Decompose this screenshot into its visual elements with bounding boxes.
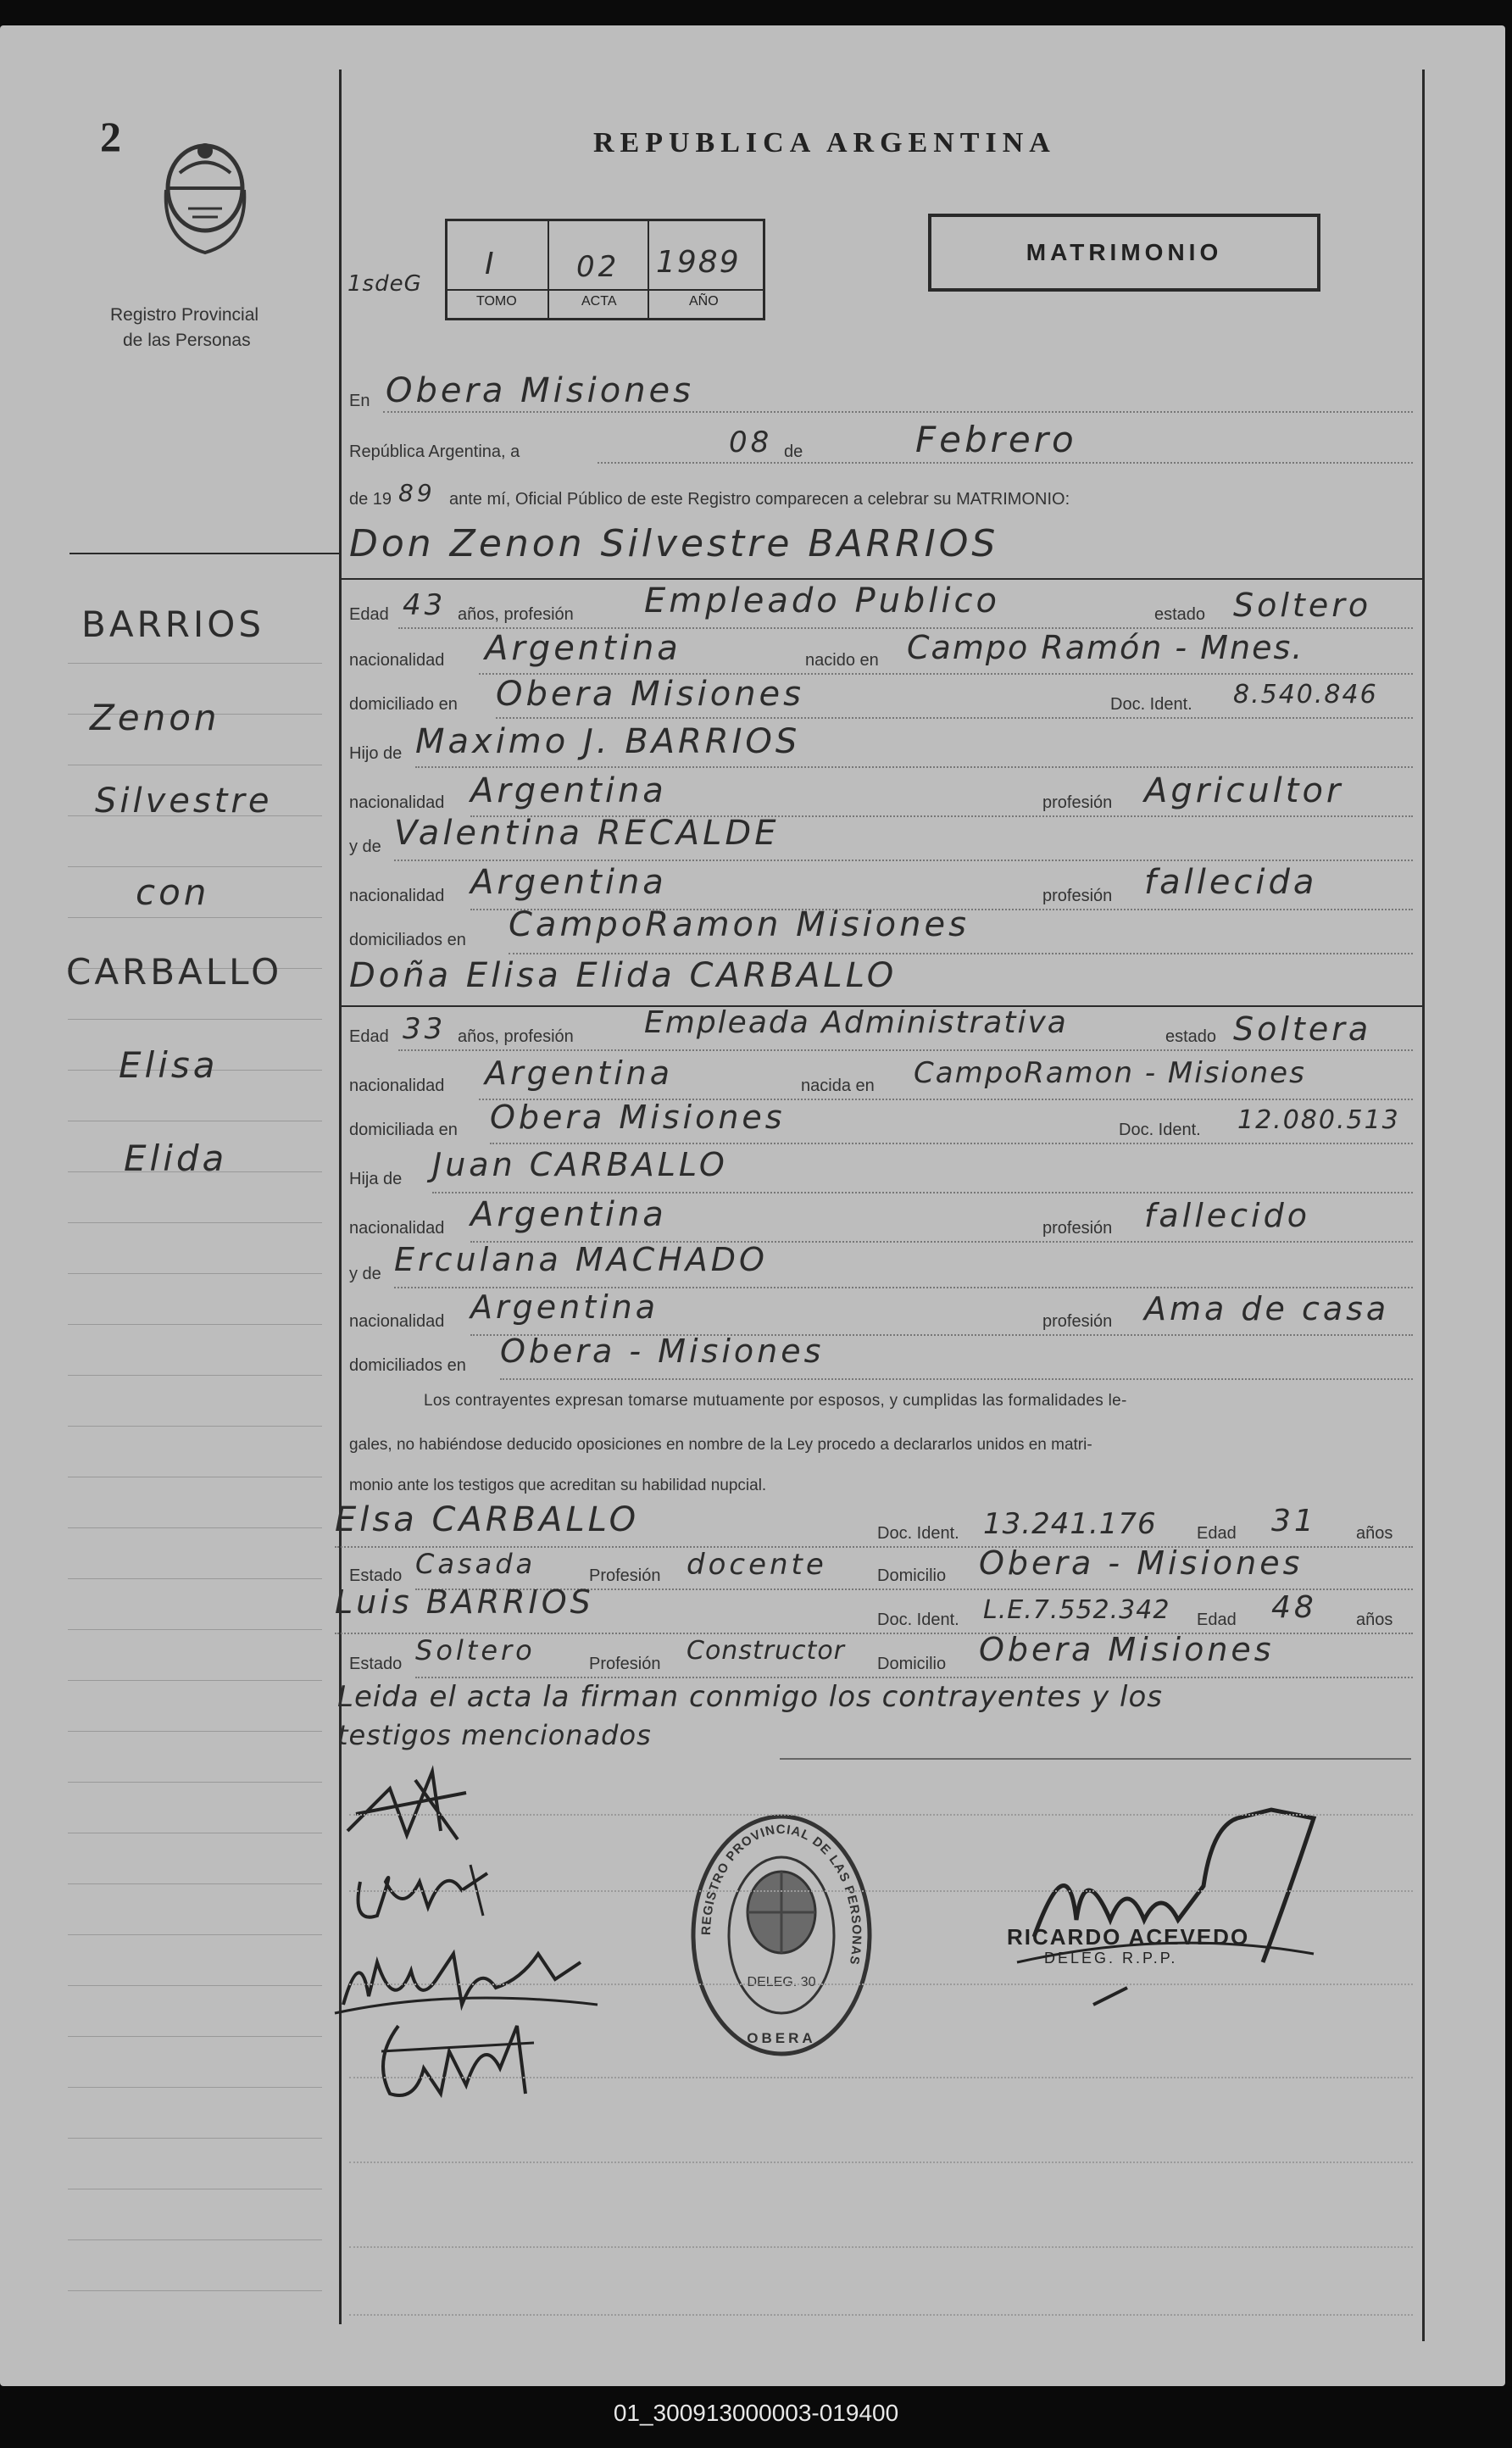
margin-name-middle: Silvestre [95, 782, 273, 821]
groom-domicile: Obera Misiones [496, 675, 805, 714]
witness-2-status: Soltero [415, 1634, 536, 1666]
signature-scrawl-1-icon [339, 1755, 492, 1848]
country-title: REPUBLICA ARGENTINA [593, 127, 1056, 159]
groom-birthplace: Campo Ramón - Mnes. [907, 629, 1304, 666]
intro-statement: ante mí, Oficial Público de este Registro comparecen a celebrar su MATRIMONIO: [449, 490, 1070, 509]
bride-profession: Empleada Administrativa [644, 1005, 1068, 1040]
bride-age: 33 [403, 1012, 447, 1046]
groom-father-nationality: Argentina [470, 771, 667, 810]
acta-value: 02 [576, 250, 620, 284]
declaration-line-2: gales, no habiéndose deducido oposiciones en nombre de la Ley procedo a declararlos unidos en matri- [349, 1436, 1092, 1454]
seal-city: OBERA [747, 2030, 816, 2046]
margin-name-bride-first: Elisa [119, 1044, 219, 1086]
bride-father-nationality: Argentina [470, 1195, 667, 1234]
de-label: de [784, 442, 803, 461]
margin-name-first: Zenon [90, 697, 220, 738]
archive-id-footer [0, 2386, 1512, 2448]
ano-label: AÑO [689, 294, 719, 309]
witness-2-age: 48 [1271, 1590, 1317, 1625]
register-prefix: 1sdeG [347, 271, 422, 297]
document-type-box [928, 214, 1320, 292]
groom-parents-domicile: CampoRamon Misiones [509, 905, 970, 944]
witness-1-domicile: Obera - Misiones [979, 1544, 1304, 1582]
tomo-value: I [485, 247, 498, 281]
place-value: Obera Misiones [386, 371, 695, 410]
year-prefix: de 19 [349, 490, 392, 509]
witness-1-age: 31 [1271, 1504, 1317, 1538]
witness-1-profession: docente [687, 1548, 827, 1582]
bride-father: Juan CARBALLO [432, 1146, 728, 1183]
archive-id: 01_300913000003-019400 [613, 2400, 899, 2426]
margin-name-surname: BARRIOS [81, 604, 265, 645]
republic-label: República Argentina, a [349, 442, 520, 461]
groom-profession: Empleado Publico [644, 581, 1000, 620]
bride-mother-nationality: Argentina [470, 1288, 659, 1326]
bride-birthplace: CampoRamon - Misiones [914, 1056, 1306, 1090]
registry-name-line2: de las Personas [123, 331, 251, 350]
declaration-line-3: monio ante los testigos que acreditan su habilidad nupcial. [349, 1477, 767, 1494]
groom-father: Maximo J. BARRIOS [415, 722, 801, 761]
tomo-label: TOMO [476, 294, 517, 309]
groom-mother: Valentina RECALDE [394, 814, 780, 853]
witness-2-document: L.E.7.552.342 [983, 1595, 1170, 1625]
groom-status: Soltero [1233, 587, 1372, 624]
bride-status: Soltera [1233, 1010, 1372, 1048]
witness-1-document: 13.241.176 [983, 1507, 1157, 1541]
groom-divider [339, 578, 1424, 580]
margin-top-rule [69, 553, 339, 554]
bride-nationality: Argentina [485, 1054, 674, 1092]
groom-father-profession: Agricultor [1144, 771, 1344, 810]
groom-name: Don Zenon Silvestre BARRIOS [349, 522, 999, 565]
document-type-label: MATRIMONIO [1026, 239, 1223, 265]
ano-value: 1989 [656, 245, 741, 280]
witness-2-profession: Constructor [687, 1636, 846, 1666]
closing-line-2: testigos mencionados [337, 1719, 652, 1751]
official-signature-icon [1000, 1793, 1339, 2013]
groom-mother-nationality: Argentina [470, 863, 667, 902]
margin-name-bride-surname: CARBALLO [66, 951, 283, 993]
bride-parents-domicile: Obera - Misiones [500, 1332, 825, 1370]
page-number: 2 [100, 113, 121, 160]
bride-name: Doña Elisa Elida CARBALLO [349, 956, 898, 995]
groom-nationality: Argentina [485, 629, 681, 668]
seal-ring-text: REGISTRO PROVINCIAL DE LAS PERSONAS [698, 1822, 864, 1967]
bride-document: 12.080.513 [1237, 1105, 1400, 1135]
margin-name-conjunction: con [136, 871, 210, 913]
groom-mother-profession: fallecida [1144, 863, 1318, 902]
groom-age: 43 [403, 588, 447, 622]
margin-name-bride-middle: Elida [124, 1138, 228, 1179]
witness-1-name: Elsa CARBALLO [335, 1500, 640, 1539]
certificate-page: 2 Registro Provincial de las Personas REPUBLICA ARGENTINA 1sdeG I TOMO 02 ACTA 1989 AÑO MATRIMONIO BARRIOS Zenon Silvestre con CARBALLO Elisa Elida En Obera Misiones República Argentina, a 08 de Febrero de 19 89 ante mí, Oficial Público de este Registro comparecen a celebrar su MATRIMONIO: Don Zenon Silvestre BARRIOS Edad 43 años, profesión Empleado Publico estado Soltero nacionalidad Argentina nacido en Campo Ramón - Mnes. domiciliado en Obera Misiones Doc. Ident. 8.540.846 Hijo de Maximo J. BARRIOS nacionalidad Argentina profesión Agricultor y de Valentina RECALDE nacionalidad Argentina profesión fallecida domiciliados en CampoRamon Misiones Doña Elisa Elida CARBALLO Edad 33 años, profesión Empleada Administrativa estado Soltera nacionalidad Argentina nacida en CampoRamon - Misiones domiciliada en Obera Misiones Doc. Ident. 12.080.513 Hija de Juan CARBALLO nacionalidad Argentina profesión fallecido y de Erculana MACHADO nacionalidad Argentina profesión Ama de casa domiciliados en Obera - Misiones Los contrayentes expresan tomarse mutuamente por esposos, y cumplidas las formalidades le- gales, no habiéndose deducido oposiciones en nombre de la Ley procedo a declararlos unidos en matri- monio ante los testigos que acreditan su habilidad nupcial. Elsa CARBALLO Doc. Ident. 13.241.176 Edad 31 años Estado Casada Profesión docente Domicilio Obera - Misiones Luis BARRIOS Doc. Ident. L.E.7.552.342 Edad 48 años Estado Soltero Profesión Constructor Domicilio Obera Misiones Leida el acta la firman conmigo los contrayentes y los testigos mencionados REGISTRO PROVINCIAL DE LAS PERSONAS DELEG. 30 OBERA RICARDO ACEVEDO DELEG. R.P.P. [0, 25, 1505, 2386]
closing-line-1: Leida el acta la firman conmigo los contrayentes y los [337, 1680, 1164, 1714]
official-name: RICARDO ACEVEDO [1007, 1924, 1250, 1950]
coat-of-arms-icon [154, 139, 256, 258]
witness-1-status: Casada [415, 1548, 536, 1580]
year-suffix: 89 [398, 479, 436, 507]
record-id-box [445, 219, 765, 320]
seal-deleg: DELEG. 30 [747, 1975, 816, 1989]
witness-2-name: Luis BARRIOS [335, 1583, 594, 1621]
bride-domicile: Obera Misiones [490, 1099, 786, 1136]
bride-father-profession: fallecido [1144, 1197, 1310, 1234]
official-title: DELEG. R.P.P. [1044, 1950, 1178, 1967]
bride-mother: Erculana MACHADO [394, 1241, 768, 1278]
acta-label: ACTA [581, 294, 617, 309]
signature-witness-icon [364, 2000, 551, 2111]
en-label: En [349, 392, 370, 410]
witness-2-domicile: Obera Misiones [979, 1631, 1275, 1668]
groom-document: 8.540.846 [1233, 680, 1378, 709]
right-border-line [1422, 70, 1425, 2341]
day-value: 08 [729, 426, 773, 459]
official-seal-icon [688, 1812, 875, 2058]
month-value: Febrero [915, 419, 1077, 460]
declaration-line-1: Los contrayentes expresan tomarse mutuamente por esposos, y cumplidas las formalidades le- [424, 1392, 1127, 1410]
bride-mother-profession: Ama de casa [1144, 1290, 1390, 1327]
registry-name-line1: Registro Provincial [110, 305, 259, 325]
